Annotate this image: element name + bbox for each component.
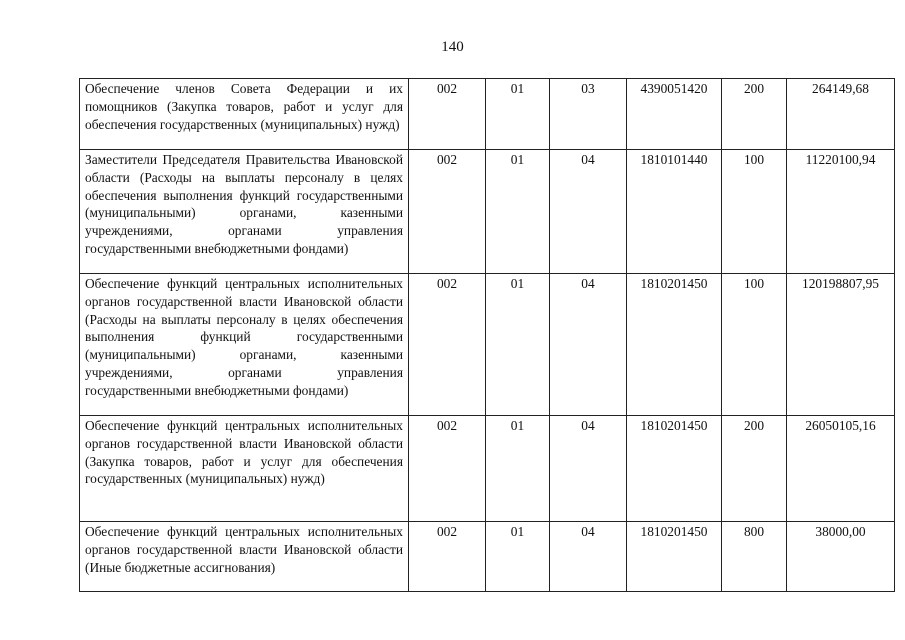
expense-type-code: 200 [722,79,787,150]
expense-type-code: 100 [722,274,787,416]
amount-value: 26050105,16 [787,416,895,522]
ministry-code: 002 [409,79,486,150]
amount-value: 264149,68 [787,79,895,150]
section-code: 01 [486,274,550,416]
amount-value: 38000,00 [787,522,895,592]
table-row [80,274,895,416]
subsection-code: 04 [550,522,627,592]
section-code: 01 [486,150,550,274]
expense-type-code: 200 [722,416,787,522]
target-article-code: 1810101440 [627,150,722,274]
section-code: 01 [486,522,550,592]
page-number: 140 [441,39,464,55]
table-row [80,150,895,274]
table-row [80,416,895,522]
subsection-code: 03 [550,79,627,150]
target-article-code: 4390051420 [627,79,722,150]
expense-type-code: 800 [722,522,787,592]
target-article-code: 1810201450 [627,416,722,522]
subsection-code: 04 [550,416,627,522]
expense-description: Заместители Председателя Правительства Ивановской области (Расходы на выплаты персоналу в целях обеспечения выполнения функций государственными (муниципальными) органами, казенными учреждениями, органами управления государственными внебюджетными фондами) [80,150,409,274]
table-row [80,79,895,150]
expense-description: Обеспечение функций центральных исполнительных органов государственной власти Ивановской области (Закупка товаров, работ и услуг для обеспечения государственных (муниципальных) нужд) [80,416,409,522]
section-code: 01 [486,416,550,522]
ministry-code: 002 [409,274,486,416]
table-row [80,522,895,592]
ministry-code: 002 [409,416,486,522]
amount-value: 120198807,95 [787,274,895,416]
target-article-code: 1810201450 [627,522,722,592]
expense-description: Обеспечение членов Совета Федерации и их помощников (Закупка товаров, работ и услуг для обеспечения государственных (муниципальных) нужд) [80,79,409,150]
subsection-code: 04 [550,150,627,274]
expense-description: Обеспечение функций центральных исполнительных органов государственной власти Ивановской области (Иные бюджетные ассигнования) [80,522,409,592]
target-article-code: 1810201450 [627,274,722,416]
ministry-code: 002 [409,522,486,592]
ministry-code: 002 [409,150,486,274]
section-code: 01 [486,79,550,150]
expense-description: Обеспечение функций центральных исполнительных органов государственной власти Ивановской области (Расходы на выплаты персоналу в целях обеспечения выполнения функций государственными (муниципальными) органами, казенными учреждениями, органами управления государственными внебюджетными фондами) [80,274,409,416]
subsection-code: 04 [550,274,627,416]
amount-value: 11220100,94 [787,150,895,274]
expense-type-code: 100 [722,150,787,274]
budget-table [79,78,895,592]
